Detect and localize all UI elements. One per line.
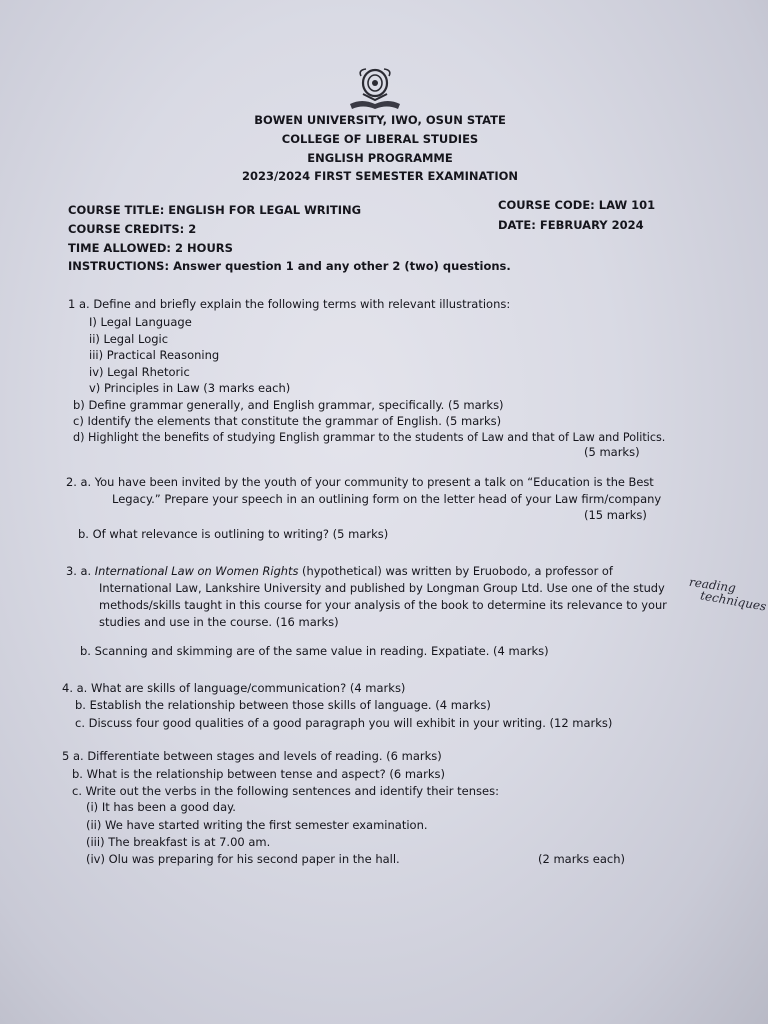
question-5c-sentence: (iv) Olu was preparing for his second paper in the hall. (86, 852, 400, 866)
question-1b: b) Define grammar generally, and English grammar, specifically. (5 marks) (73, 398, 504, 412)
question-1a-item: iv) Legal Rhetoric (89, 365, 190, 379)
programme-name: ENGLISH PROGRAMME (307, 151, 453, 165)
question-2a-line1: 2. a. You have been invited by the youth of your community to present a talk on “Education is the Best (66, 475, 654, 489)
question-3a-prefix: 3. a. (66, 564, 92, 578)
exam-title: 2023/2024 FIRST SEMESTER EXAMINATION (241, 169, 519, 183)
question-5b: b. What is the relationship between tense and aspect? (6 marks) (72, 767, 445, 781)
question-1d-marks: (5 marks) (584, 445, 640, 459)
instructions: INSTRUCTIONS: Answer question 1 and any other 2 (two) questions. (68, 259, 511, 273)
question-5c-sentence: (iii) The breakfast is at 7.00 am. (86, 835, 271, 849)
question-4c: c. Discuss four good qualities of a good paragraph you will exhibit in your writing. (12 marks) (75, 716, 613, 730)
question-1d: d) Highlight the benefits of studying English grammar to the students of Law and that of Law and Politics. (73, 431, 666, 444)
course-title: COURSE TITLE: ENGLISH FOR LEGAL WRITING (68, 203, 362, 217)
question-5c: c. Write out the verbs in the following sentences and identify their tenses: (72, 784, 499, 798)
question-5c-marks: (2 marks each) (538, 852, 625, 866)
course-code: COURSE CODE: LAW 101 (498, 198, 656, 212)
question-3b: b. Scanning and skimming are of the same value in reading. Expatiate. (4 marks) (80, 644, 549, 658)
question-3a-line1 (66, 563, 613, 580)
question-3a-line3: methods/skills taught in this course for your analysis of the book to determine its relevance to your (99, 598, 667, 612)
handwritten-note: techniques (699, 588, 768, 614)
question-2a-line2: Legacy.” Prepare your speech in an outlining form on the letter head of your Law firm/company (112, 492, 662, 506)
question-4a: 4. a. What are skills of language/communication? (4 marks) (62, 681, 406, 695)
question-5c-sentence: (i) It has been a good day. (86, 800, 236, 814)
question-2b: b. Of what relevance is outlining to writing? (5 marks) (78, 527, 389, 541)
question-4b: b. Establish the relationship between those skills of language. (4 marks) (75, 698, 491, 712)
university-name: BOWEN UNIVERSITY, IWO, OSUN STATE (254, 113, 506, 127)
question-3a-line1-rest: (hypothetical) was written by Eruobodo, a professor of (298, 564, 613, 578)
university-crest-icon (346, 66, 404, 112)
question-5c-sentence: (ii) We have started writing the first semester examination. (86, 818, 428, 832)
time-allowed: TIME ALLOWED: 2 HOURS (68, 241, 233, 255)
question-2a-marks: (15 marks) (584, 508, 647, 522)
question-5a: 5 a. Differentiate between stages and levels of reading. (6 marks) (62, 749, 442, 763)
question-3a-line4: studies and use in the course. (16 marks) (99, 615, 339, 629)
exam-date: DATE: FEBRUARY 2024 (498, 218, 644, 232)
question-1a-item: ii) Legal Logic (89, 332, 169, 346)
college-name: COLLEGE OF LIBERAL STUDIES (281, 132, 479, 146)
book-title: International Law on Women Rights (94, 564, 299, 578)
question-1a-item: I) Legal Language (89, 315, 192, 329)
handwritten-note: reading (688, 574, 737, 596)
question-1a: 1 a. Define and briefly explain the following terms with relevant illustrations: (68, 297, 511, 311)
question-1a-item: v) Principles in Law (3 marks each) (89, 381, 291, 395)
question-1c: c) Identify the elements that constitute the grammar of English. (5 marks) (73, 414, 502, 428)
question-1a-item: iii) Practical Reasoning (89, 348, 220, 362)
question-3a-line2: International Law, Lankshire University and published by Longman Group Ltd. Use one of the study (99, 581, 665, 595)
course-credits: COURSE CREDITS: 2 (68, 222, 197, 236)
